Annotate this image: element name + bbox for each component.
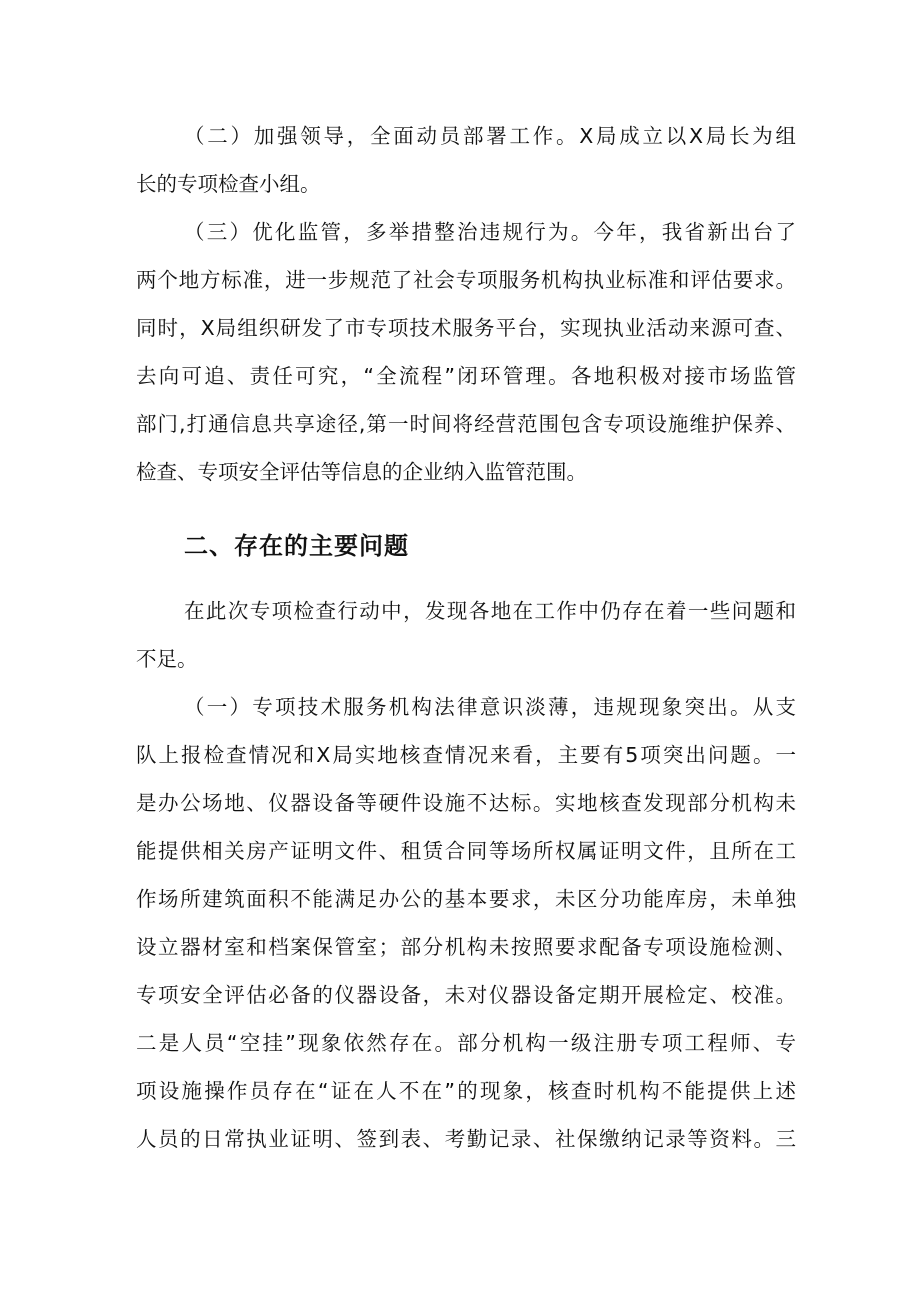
paragraph-line: 部门,打通信息共享途径,第一时间将经营范围包含专项设施维护保养、 xyxy=(136,412,796,436)
paragraph-line: 两个地方标准，进一步规范了社会专项服务机构执业标准和评估要求。 xyxy=(136,268,796,292)
paragraph-line: 队上报检查情况和X局实地核查情况来看，主要有5项突出问题。一 xyxy=(136,743,796,767)
paragraph-line: （三）优化监管，多举措整治违规行为。今年，我省新出台了 xyxy=(184,220,796,244)
paragraph-line: 人员的日常执业证明、签到表、考勤记录、社保缴纳记录等资料。三 xyxy=(136,1127,796,1151)
section-heading: 二、存在的主要问题 xyxy=(184,532,409,560)
paragraph-line: 是办公场地、仪器设备等硬件设施不达标。实地核查发现部分机构未 xyxy=(136,791,796,815)
paragraph-line: 能提供相关房产证明文件、租赁合同等场所权属证明文件，且所在工 xyxy=(136,839,796,863)
paragraph-line: 检查、专项安全评估等信息的企业纳入监管范围。 xyxy=(136,460,587,484)
paragraph-line: 在此次专项检查行动中，发现各地在工作中仍存在着一些问题和 xyxy=(184,599,796,623)
paragraph-line: 同时，X局组织研发了市专项技术服务平台，实现执业活动来源可查、 xyxy=(136,316,796,340)
paragraph-line: （二）加强领导，全面动员部署工作。X局成立以X局长为组 xyxy=(184,124,796,148)
paragraph-line: 设立器材室和档案保管室；部分机构未按照要求配备专项设施检测、 xyxy=(136,935,796,959)
paragraph-line: 去向可追、责任可究，“全流程”闭环管理。各地积极对接市场监管 xyxy=(136,364,796,388)
paragraph-line: 作场所建筑面积不能满足办公的基本要求，未区分功能库房，未单独 xyxy=(136,887,796,911)
paragraph-line: 二是人员“空挂”现象依然存在。部分机构一级注册专项工程师、专 xyxy=(136,1031,796,1055)
paragraph-line: （一）专项技术服务机构法律意识淡薄，违规现象突出。从支 xyxy=(184,695,796,719)
paragraph-line: 不足。 xyxy=(136,647,198,671)
paragraph-line: 长的专项检查小组。 xyxy=(136,172,321,196)
paragraph-line: 项设施操作员存在“证在人不在”的现象，核查时机构不能提供上述 xyxy=(136,1079,796,1103)
paragraph-line: 专项安全评估必备的仪器设备，未对仪器设备定期开展检定、校准。 xyxy=(136,983,796,1007)
